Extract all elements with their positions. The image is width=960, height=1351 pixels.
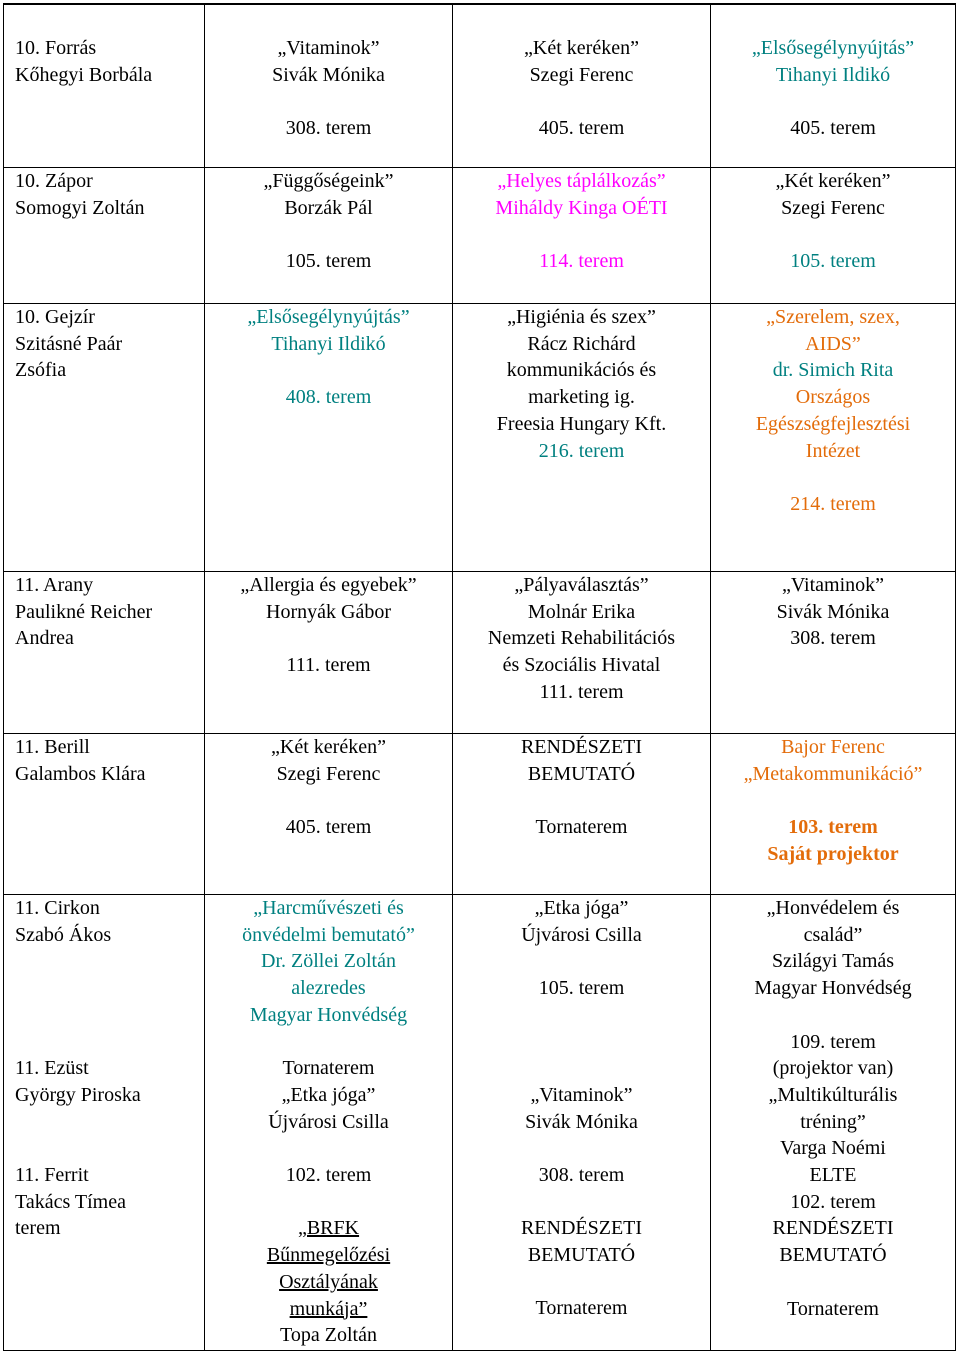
group-cell: [4, 734, 205, 895]
schedule-table: [3, 3, 956, 1351]
teacher-name: Andrea: [15, 627, 74, 650]
table-row: [4, 895, 956, 1351]
room: 405. terem: [285, 816, 372, 839]
session-cell: [453, 168, 711, 304]
room: Tornaterem: [282, 1057, 375, 1080]
presenter: Sivák Mónika: [525, 1110, 638, 1133]
presenter-info: kommunikációs és: [506, 359, 657, 382]
presenter: Dr. Zöllei Zoltán: [261, 950, 396, 973]
session-title: „Vitaminok”: [530, 1083, 633, 1106]
organization: Magyar Honvédség: [754, 977, 912, 1000]
session-title: „Allergia és egyebek”: [240, 574, 417, 596]
session-title: Osztályának: [279, 1270, 378, 1293]
group-name: 10. Gejzír: [15, 306, 95, 328]
presenter: Bajor Ferenc: [781, 736, 885, 758]
group-name: 11. Arany: [15, 574, 94, 596]
session-cell: [205, 572, 453, 734]
presenter: Sivák Mónika: [776, 600, 890, 623]
session-title: „BRFK: [297, 1217, 360, 1240]
room: 102. terem: [790, 1190, 876, 1213]
room: 109. terem: [790, 1030, 876, 1053]
teacher-name: Somogyi Zoltán: [15, 196, 145, 219]
session-title: AIDS”: [805, 332, 861, 355]
session-title: Bűnmegelőzési: [266, 1244, 391, 1267]
session-title: RENDÉSZETI: [772, 1217, 894, 1240]
teacher-name: György Piroska: [15, 1083, 141, 1106]
room: 308. terem: [285, 117, 372, 140]
table-row: [4, 168, 956, 304]
session-title: „Két keréken”: [271, 736, 386, 758]
session-cell: [711, 734, 956, 895]
session-title: BEMUTATÓ: [527, 762, 636, 785]
room: Tornaterem: [535, 816, 628, 839]
room: 114. terem: [539, 250, 624, 273]
teacher-name: terem: [15, 1217, 61, 1240]
session-title: „Harcművészeti és: [253, 897, 404, 919]
presenter: Borzák Pál: [284, 196, 373, 219]
presenter: Tihanyi Ildikó: [271, 332, 386, 355]
session-title: RENDÉSZETI: [520, 736, 643, 758]
session-title: „Multikúlturális: [768, 1083, 898, 1106]
room: 408. terem: [285, 386, 372, 409]
group-name: 11. Ferrit: [15, 1163, 89, 1186]
presenter: Szegi Ferenc: [276, 762, 381, 785]
presenter: Újvárosi Csilla: [521, 923, 642, 946]
session-title: „Honvédelem és: [766, 897, 900, 919]
presenter: Molnár Erika: [527, 600, 636, 623]
session-cell: [205, 734, 453, 895]
presenter: Varga Noémi: [780, 1137, 886, 1160]
presenter: Szegi Ferenc: [529, 63, 634, 86]
teacher-name: Paulikné Reicher: [15, 600, 153, 623]
organization: és Szociális Hivatal: [502, 654, 661, 677]
session-title: „Etka jóga”: [281, 1083, 376, 1106]
teacher-name: Galambos Klára: [15, 762, 146, 785]
session-title: „Pályaválasztás”: [514, 574, 649, 596]
session-title: munkája”: [289, 1297, 368, 1320]
presenter: Szilágyi Tamás: [771, 950, 895, 973]
session-title: „Elsősegélynyújtás”: [751, 37, 915, 59]
session-cell: [453, 734, 711, 895]
organization: Magyar Honvédség: [249, 1003, 408, 1026]
organization: Országos: [795, 386, 871, 409]
group-cell: [4, 168, 205, 304]
presenter: Tihanyi Ildikó: [775, 63, 891, 86]
table-row: [4, 734, 956, 895]
presenter: Hornyák Gábor: [266, 600, 391, 623]
group-cell: [4, 304, 205, 572]
room: 102. terem: [285, 1164, 372, 1186]
session-cell: [711, 572, 956, 734]
session-cell: [205, 5, 453, 168]
room: Tornaterem: [535, 1297, 628, 1320]
session-cell: [205, 304, 453, 572]
teacher-name: Takács Tímea: [15, 1190, 126, 1213]
room: 111. terem: [286, 654, 371, 677]
session-title: BEMUTATÓ: [779, 1244, 887, 1267]
teacher-name: Szabó Ákos: [15, 923, 112, 946]
session-cell: [711, 5, 956, 168]
presenter: Szegi Ferenc: [781, 196, 885, 219]
room: 103. terem: [788, 816, 878, 839]
teacher-name: Kőhegyi Borbála: [15, 63, 153, 86]
room: 405. terem: [790, 117, 876, 140]
room: 308. terem: [538, 1163, 625, 1186]
session-title: „Higiénia és szex”: [507, 306, 656, 328]
room: 214. terem: [790, 492, 876, 515]
room: Tornaterem: [787, 1297, 879, 1320]
teacher-name: Szitásné Paár: [15, 332, 123, 355]
session-cell: [711, 304, 956, 572]
session-title: BEMUTATÓ: [527, 1244, 636, 1267]
group-name: 10. Zápor: [15, 170, 93, 192]
table-row: [4, 5, 956, 168]
session-title: tréning”: [800, 1110, 866, 1133]
group-name: 11. Ezüst: [15, 1057, 89, 1080]
session-cell: [453, 5, 711, 168]
session-cell: [205, 168, 453, 304]
presenter: Újvárosi Csilla: [268, 1110, 389, 1133]
equipment-note: (projektor van): [772, 1057, 894, 1080]
session-title: „Elsősegélynyújtás”: [247, 306, 410, 328]
presenter: dr. Simich Rita: [772, 359, 894, 382]
session-title: család”: [803, 923, 863, 946]
session-title: „Szerelem, szex,: [766, 306, 900, 328]
room: 308. terem: [790, 627, 876, 650]
organization: Intézet: [805, 439, 861, 462]
room: 105. terem: [538, 977, 625, 1000]
session-title: „Etka jóga”: [534, 897, 629, 919]
group-cell: [4, 572, 205, 734]
organization: ELTE: [809, 1164, 857, 1187]
group-name: 11. Cirkon: [15, 897, 100, 919]
room: 216. terem: [538, 439, 625, 462]
room: 111. terem: [539, 680, 624, 703]
session-title: „Függőségeink”: [263, 170, 394, 192]
session-title: „Két keréken”: [775, 170, 891, 192]
presenter: Topa Zoltán: [280, 1324, 377, 1347]
organization: Nemzeti Rehabilitációs: [487, 627, 676, 650]
session-title: RENDÉSZETI: [520, 1217, 643, 1240]
session-title: „Vitaminok”: [781, 574, 885, 596]
organization: Egészségfejlesztési: [755, 412, 911, 435]
presenter: Rácz Richárd: [527, 332, 636, 355]
session-cell: [711, 168, 956, 304]
session-title: önvédelmi bemutató”: [242, 923, 415, 946]
session-title: „Vitaminok”: [277, 37, 380, 59]
presenter: Sivák Mónika: [272, 63, 385, 86]
group-cell: [4, 895, 205, 1351]
group-name: 11. Berill: [15, 736, 90, 758]
presenter: Miháldy Kinga OÉTI: [495, 196, 668, 219]
presenter-rank: alezredes: [291, 977, 366, 1000]
session-cell: [453, 304, 711, 572]
group-name: 10. Forrás: [15, 37, 97, 59]
teacher-name: Zsófia: [15, 359, 67, 382]
room: 105. terem: [790, 250, 876, 273]
room: 405. terem: [538, 117, 625, 140]
group-cell: [4, 5, 205, 168]
session-cell: [711, 895, 956, 1351]
session-title: „Helyes táplálkozás”: [497, 170, 666, 192]
session-cell: [453, 572, 711, 734]
session-title: „Metakommunikáció”: [743, 762, 923, 785]
session-cell: [205, 895, 453, 1351]
table-row: [4, 304, 956, 572]
session-cell: [453, 895, 711, 1351]
organization: Freesia Hungary Kft.: [496, 412, 667, 435]
table-row: [4, 572, 956, 734]
room: 105. terem: [285, 250, 372, 273]
presenter-info: marketing ig.: [528, 386, 635, 409]
equipment-note: Saját projektor: [767, 842, 899, 865]
session-title: „Két keréken”: [524, 37, 639, 59]
